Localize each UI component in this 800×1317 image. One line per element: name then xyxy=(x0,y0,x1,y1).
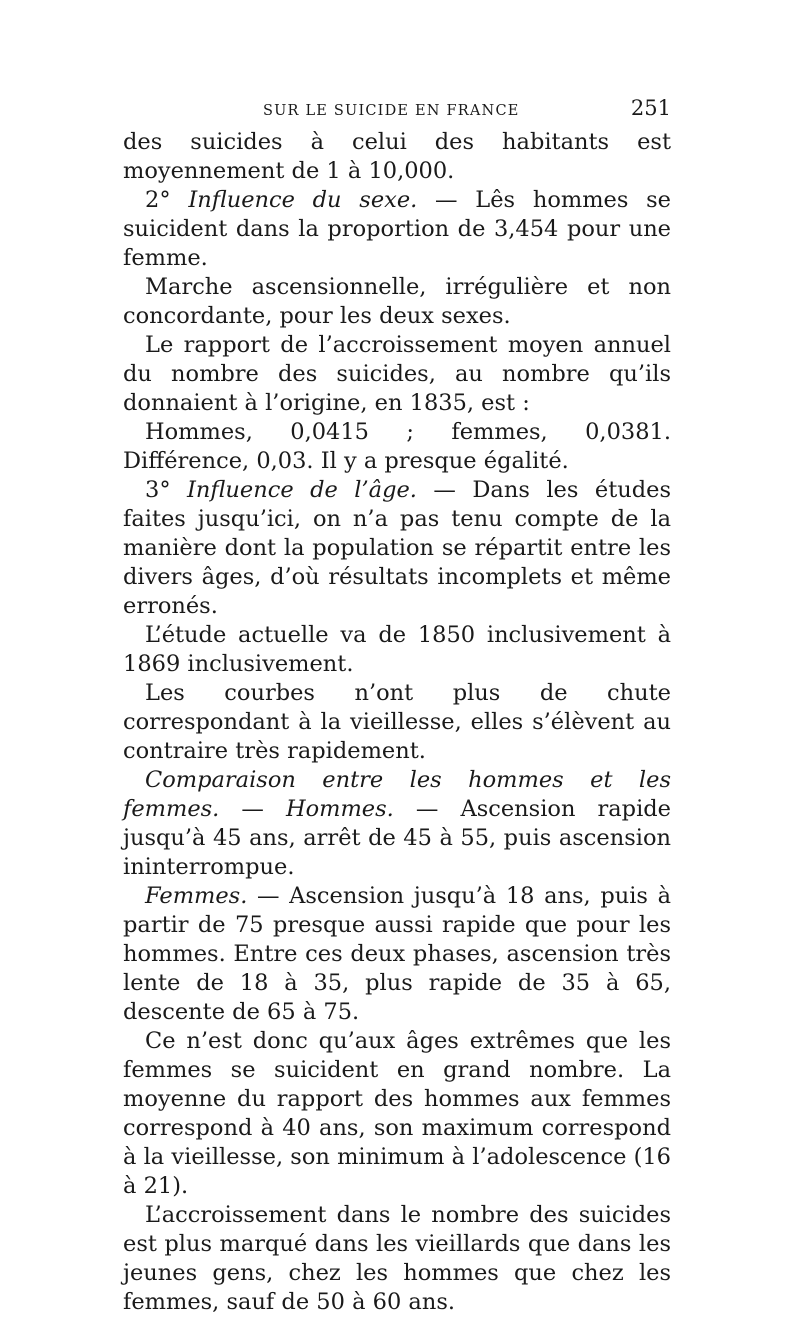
text-run: — Lês hommes se suicident dans la proportion de 3,454 pour une femme. xyxy=(123,187,671,271)
paragraph xyxy=(123,882,671,1027)
text-run: — Ascension rapide jusqu’à 45 ans, arrêt de 45 à 55, puis ascension ininterrompue. xyxy=(123,796,671,880)
paragraph xyxy=(123,621,671,679)
paragraph xyxy=(123,418,671,476)
running-title: SUR LE SUICIDE EN FRANCE xyxy=(263,103,520,119)
italic-run: Influence du sexe. xyxy=(188,187,418,213)
paragraph xyxy=(123,128,671,186)
paragraph xyxy=(123,679,671,766)
text-run: Le rapport de l’accroissement moyen annuel du nombre des suicides, au nombre qu’ils donnaient à l’origine, en 1835, est : xyxy=(123,332,671,416)
text-run: Ce n’est donc qu’aux âges extrêmes que les femmes se suicident en grand nombre. La moyenne du rapport des hommes aux femmes correspond à 40 ans, son maximum correspond à la vieillesse, son minimum à l’adolescence (16 à 21). xyxy=(123,1028,671,1199)
paragraph xyxy=(123,273,671,331)
text-run: 3° xyxy=(145,477,188,503)
paragraph xyxy=(123,766,671,882)
text-run: — Ascension jusqu’à 18 ans, puis à partir de 75 presque aussi rapide que pour les hommes. Entre ces deux phases, ascension très lente de 18 à 35, plus rapide de 35 à 65, descente de 65 à 75. xyxy=(123,883,671,1025)
italic-run: Femmes. xyxy=(145,883,248,909)
italic-run: Influence de l’âge. xyxy=(187,477,417,503)
italic-run: Hommes. xyxy=(285,796,394,822)
italic-run: Comparaison entre les hommes et les femmes. xyxy=(123,767,671,822)
paragraph xyxy=(123,1201,671,1317)
text-run: — Dans les études faites jusqu’ici, on n’a pas tenu compte de la manière dont la population se répartit entre les divers âges, d’où résultats incomplets et même erronés. xyxy=(123,477,672,619)
paragraph xyxy=(123,186,671,273)
text-run: L’étude actuelle va de 1850 inclusivement à 1869 inclusivement. xyxy=(123,622,671,677)
text-run: 2° xyxy=(145,187,189,213)
text-run: Marche ascensionnelle, irrégulière et non concordante, pour les deux sexes. xyxy=(123,274,671,329)
running-head xyxy=(123,88,671,128)
paragraph xyxy=(123,331,671,418)
paragraph xyxy=(123,476,671,621)
body-text xyxy=(123,128,671,1317)
text-run: — xyxy=(219,796,286,822)
text-run: L’accroissement dans le nombre des suicides est plus marqué dans les vieillards que dans les jeunes gens, chez les hommes que chez les femmes, sauf de 50 à 60 ans. xyxy=(123,1202,671,1315)
text-run: Hommes, 0,0415 ; femmes, 0,0381. Différence, 0,03. Il y a presque égalité. xyxy=(123,419,671,474)
paragraph xyxy=(123,1027,671,1201)
text-run: des suicides à celui des habitants est moyennement de 1 à 10,000. xyxy=(123,129,671,184)
text-block xyxy=(123,88,671,1317)
text-run: Les courbes n’ont plus de chute correspondant à la vieillesse, elles s’élèvent au contraire très rapidement. xyxy=(123,680,671,764)
page-number: 251 xyxy=(630,96,671,120)
